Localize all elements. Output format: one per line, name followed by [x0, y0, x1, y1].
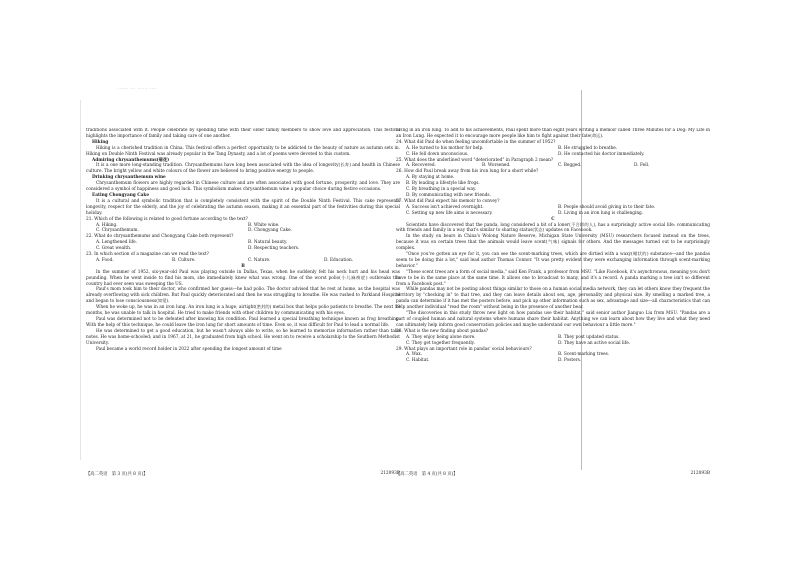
paragraph: Paul's mom took him to their doctor, who confirmed her guess—he had polio. The doctor advised that he rest at home, as the hospital was already overflowing with sick children. But Paul quickly deteriorated and then he was struggling to breathe. He was rushed to Parkland Hospital and began to lose consciousness(知觉).: [86, 287, 400, 305]
answer-option: D. Chongyang Cake.: [248, 228, 292, 234]
answer-option: B. He struggled to breathe.: [558, 145, 618, 151]
answer-options: [396, 352, 710, 364]
answer-options: [86, 223, 400, 235]
paragraph: living in an iron lung. To add to his achievements, Paul spent more than eight years writing a memoir called Three Minutes for a Dog: My Life in an Iron Lung. He expected it to encourage more people like him to fight against their fate(命运).: [396, 128, 710, 139]
answer-option: B. Natural beauty.: [248, 240, 288, 246]
answer-options: [396, 146, 710, 158]
answer-option: B. White wine.: [248, 222, 280, 228]
paragraph: Scientists have discovered that the panda, long considered a bit of a loner(不合群的人), has a surprisingly active social life: communicating with friends and family in a way that's similar to sharing status(状态) updates on Facebook.: [396, 222, 710, 234]
answer-option: B. Scent-marking trees.: [558, 352, 610, 358]
answer-option: D. They have an active social life.: [558, 340, 631, 346]
section-heading: C: [551, 216, 555, 222]
section-heading: Drinking chrysanthemum wine: [92, 175, 166, 181]
answer-option: D. Posters.: [558, 358, 582, 364]
answer-option: B. Culture.: [172, 257, 196, 263]
answer-option: A. Wax.: [406, 352, 423, 358]
question: 22. What do chrysanthemums and Chongyang Cake both represent?: [86, 234, 234, 240]
answer-options: [86, 240, 400, 252]
answer-options: [396, 205, 710, 217]
question: 24. What did Paul do when feeling uncomfortable in the summer of 1952?: [396, 139, 556, 145]
left-page-footer: [86, 471, 400, 477]
left-footer-code: 212093B: [380, 471, 400, 476]
answer-option: A. Success isn't achieved overnight.: [406, 204, 484, 210]
answer-option: C. Setting up new life aims is necessary.: [406, 210, 493, 216]
left-margin-line: [80, 100, 81, 460]
question: 23. In which section of a magazine can we read the text?: [86, 252, 209, 258]
answer-option: C. They get together frequently.: [406, 340, 475, 346]
answer-option: D. Fell.: [634, 163, 650, 169]
section-heading: B: [241, 263, 245, 269]
paragraph: Chrysanthemum flowers are highly regarded in Chinese culture and are often associated with good fortune, prosperity, and love. They are considered a symbol of happiness and good luck. This symbolism makes chrysanthemum wine a popular choice during festive occasions.: [86, 181, 400, 193]
answer-option: B. Worsened.: [482, 163, 511, 169]
right-footer-code: 212093B: [690, 471, 710, 476]
answer-option: C. Chrysanthemum.: [96, 228, 139, 234]
question: 25. What does the underlined word "deteriorated" in Paragraph 2 mean?: [396, 157, 554, 163]
section-heading: Hiking: [92, 139, 109, 145]
answer-options: [86, 258, 400, 264]
answer-option: D. He contacted his doctor immediately.: [558, 151, 645, 157]
paragraph: While pandas may not be posting about things similar to those on a human social media network, they can let others know they frequent the territory by "checking in" to that tree, and they can leave details about sex, age, personality and physical size. By smelling a marked tree, a panda can determine if it has met the posters before, and pick up other information such as sex, advantage and size—all characteristics that can help another individual "read the room" without being in the presence of another bear.: [396, 287, 710, 311]
answer-option: C. By breathing in a special way.: [406, 187, 477, 193]
left-footer-page-label: 【高二英语 第 3 页(共 8 页)】: [86, 472, 148, 477]
answer-option: D. Living in an iron lung is challenging.: [558, 210, 644, 216]
question: 29. What plays an important role in pandas' social behaviours?: [396, 346, 532, 352]
answer-option: D. By communicating with new friends.: [406, 192, 491, 198]
answer-options: [396, 175, 710, 199]
paragraph: In the study on bears in China's Wolong Nature Reserve, Michigan State University (MSU) researchers focused instead on the trees, because it was on certain trees that the animals would leave scent(气味) signals for others. And the messages turned out to be surprisingly complex.: [396, 234, 710, 252]
section-heading: Admiring chrysanthemums(菊花): [92, 157, 170, 163]
answer-option: C. Begged.: [558, 163, 582, 169]
answer-option: D. Respecting teachers.: [248, 246, 300, 252]
question: 28. What is the new finding about pandas?: [396, 328, 489, 334]
answer-option: C. Great wealth.: [96, 246, 132, 252]
answer-option: B. People should avoid giving in to their fate.: [558, 204, 656, 210]
question: 27. What did Paul expect his memoir to convey?: [396, 198, 500, 204]
scan-header: ······ ··· ······ ····: [118, 86, 157, 91]
paragraph: Paul became a world record holder in 2022 after spending the longest amount of time: [96, 346, 282, 352]
right-footer-page-label: 【高二英语 第 4 页(共 8 页)】: [396, 472, 458, 477]
answer-option: C. Nature.: [248, 257, 271, 263]
section-heading: Eating Chongyang Cake: [92, 192, 150, 198]
paragraph: He was determined to get a good education, but he wasn't always able to write, so he learned to memorize information rather than take notes. He was home-schooled; and in 1967, at 21, he graduated from high school. He went on to receive a scholarship to the Southern Methodist University.: [86, 328, 400, 346]
paragraph: Hiking is a cherished tradition in China. This festival offers a perfect opportunity to be addicted to the beauty of nature as autumn sets in. Hiking on Double Ninth Festival was already popular in the Tang Dynasty, and a lot of poems were devoted to this custom.: [86, 145, 400, 157]
question: 26. How did Paul break away from his iron lung for a short while?: [396, 169, 539, 175]
answer-option: D. Education.: [324, 257, 354, 263]
paragraph: "Once you've gotten an eye for it, you can see the scent-marking trees, which are dirtied with a waxy(蜡状的) substance—and the pandas seem to be doing this a lot," said lead author Thomas Connor. "It was pretty evident they were exchanging information through scent-marking behavior.": [396, 252, 710, 269]
paragraph: traditions associated with it. People celebrate by spending time with their older family members to show love and appreciation. This festival highlights the importance of family and taking care of one another.: [86, 128, 400, 139]
answer-option: A. By staying at home.: [406, 175, 455, 181]
answer-option: A. Hiking.: [96, 222, 118, 228]
paragraph: "The discoveries in this study throw new light on how pandas use their habitat," said senior author Jianguo Liu from MSU. "Pandas are a part of coupled human and natural systems where humans share their habitat. Anything we can learn about how they live and what they need can ultimately help inform good conservation policies and maybe understand our own behaviour a little more.": [396, 311, 710, 328]
answer-option: A. Lengthened life.: [96, 240, 138, 246]
answer-option: B. By leading a lifestyle like frogs.: [406, 181, 480, 187]
paragraph: When he woke up, he was in an iron lung. An iron lung is a huge, airtight(密封的) metal box that helps polio patients to breathe. The next 18 months, he was unable to talk in hospital. He tried to make friends with other children by communicating with his eyes.: [86, 305, 400, 317]
answer-option: A. He turned to his mother for help.: [406, 145, 484, 151]
right-page: [396, 128, 710, 463]
left-page: [86, 128, 400, 463]
answer-option: A. Recovered.: [406, 163, 436, 169]
paragraph: It is a one more long-standing tradition. Chrysanthemums have long been associated with the idea of longevity(长寿) and health in Chinese culture. The bright yellow and white colours of the flower are believed to bring positive energy to people.: [86, 163, 400, 175]
answer-option: A. They enjoy being alone more.: [406, 334, 476, 340]
paragraph: "These scent trees are a form of social media," said Ken Frank, a professor from MSU. "Like Facebook, it's asynchronous, meaning you don't have to be in the same place at the same time. It allows one to broadcast to many, and it's a record. A panda marking a tree isn't so different from a Facebook post.": [396, 269, 710, 287]
paragraph: In the summer of 1952, six-year-old Paul was playing outside in Dallas, Texas, when he suddenly felt his neck hurt and his head was pounding. When he went inside to find his mom, she immediately knew what was wrong. One of the worst polio(小儿麻痹症) outbreaks the country had ever seen was sweeping the US.: [86, 269, 400, 287]
answer-options: [396, 335, 710, 347]
answer-option: C. Habitat.: [406, 358, 430, 364]
right-page-footer: [396, 471, 710, 477]
paragraph: It is a cultural and symbolic tradition that is completely consistent with the spirit of the Double Ninth Festival. This cake represents longevity, respect for the elderly, and the joy of celebrating the autumn season, making it an essential part of the festivities during this special holiday.: [86, 198, 400, 216]
paragraph: Paul was determined not to be defeated after knowing his condition. Paul learned a special breathing technique known as frog breathing. With the help of this technique, he could leave the iron lung for short amounts of time. Even so, it was difficult for Paul to lead a normal life.: [86, 317, 400, 328]
answer-option: C. He fell down unconscious.: [406, 151, 469, 157]
answer-option: B. They post updated status.: [558, 334, 620, 340]
question: 21. Which of the following is related to good fortune according to the text?: [86, 216, 248, 222]
answer-option: A. Food.: [96, 257, 114, 263]
